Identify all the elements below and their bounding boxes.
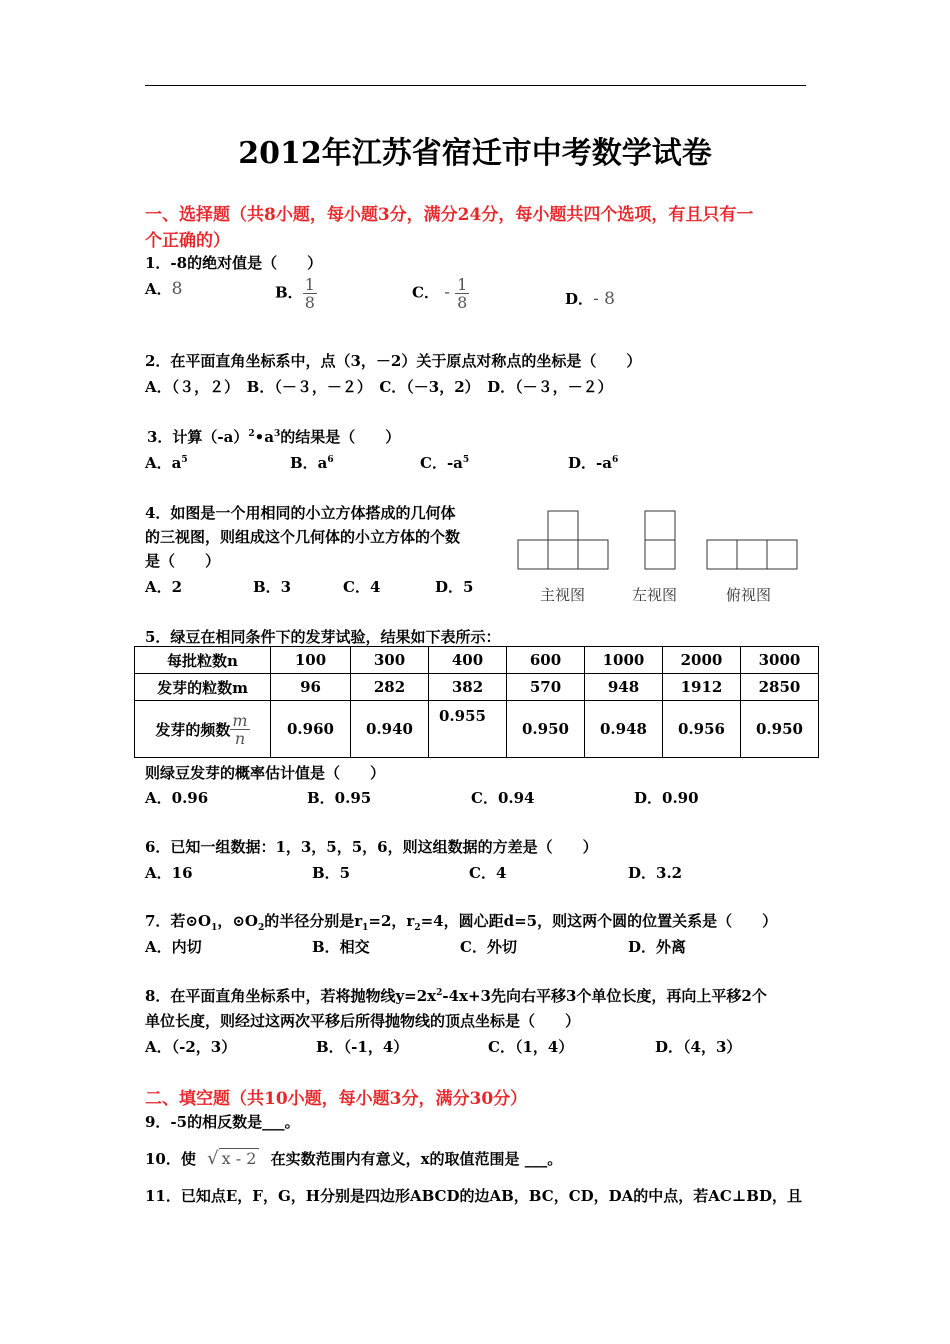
q1-d-label: D．	[565, 290, 594, 308]
q5-option-b: B．0.95	[307, 789, 372, 807]
q5-option-a: A．0.96	[145, 789, 209, 807]
row2-header: 发芽的粒数m	[135, 674, 271, 701]
table-cell: 2000	[663, 647, 741, 674]
q5-stem: 5．绿豆在相同条件下的发芽试验，结果如下表所示：	[145, 628, 501, 646]
q7-part-1: 7．若⊙O	[145, 912, 212, 930]
q8-option-d: D．（4，3）	[655, 1038, 742, 1056]
q1-option-a	[145, 278, 182, 299]
q2-stem: 2．在平面直角坐标系中，点（3，－2）关于原点对称点的坐标是（ ）	[145, 352, 642, 370]
q3-exp-1: 2	[248, 429, 255, 439]
table-cell: 282	[351, 674, 429, 701]
q7-sub-4: 2	[414, 923, 421, 933]
q8-part-1: 8．在平面直角坐标系中，若将抛物线y=2x	[145, 987, 437, 1005]
table-row	[135, 674, 819, 701]
q3-a-text: A．a	[145, 454, 182, 472]
q3-a-exp: 5	[181, 455, 188, 465]
q10-radical: √ x - 2	[207, 1148, 259, 1169]
q4-option-c: C．4	[343, 578, 381, 596]
q4-line-3: 是（ ）	[145, 552, 221, 570]
table-cell: 382	[429, 674, 507, 701]
table-cell: 100	[271, 647, 351, 674]
left-view-label: 左视图	[632, 586, 678, 604]
row3-frac-numerator: m	[232, 710, 248, 730]
q7-option-a: A．内切	[145, 938, 202, 956]
q3-stem-pre: 3．计算（-a）	[147, 428, 249, 446]
table-cell: 0.950	[741, 701, 819, 758]
q3-stem-mid: •a	[254, 428, 274, 446]
table-row	[135, 701, 819, 758]
q1-b-numerator: 1	[304, 275, 315, 294]
section-1-heading-line2: 个正确的）	[145, 231, 230, 251]
q3-d-text: D．-a	[568, 454, 612, 472]
q8-line-1	[145, 985, 767, 1006]
top-view-label: 俯视图	[726, 586, 772, 604]
q1-option-c	[412, 276, 469, 311]
q3-c-exp: 5	[462, 455, 470, 465]
q11-text: 11．已知点E，F，G，H分别是四边形ABCD的边AB，BC，CD，DA的中点，若AC⊥BD，且	[145, 1187, 802, 1205]
q1-c-fraction	[455, 276, 469, 311]
q1-c-denominator: 8	[457, 293, 468, 312]
q1-b-fraction	[303, 276, 317, 311]
section-2-heading: 二、填空题（共10小题，每小题3分，满分30分）	[145, 1089, 528, 1109]
q1-a-label: A．	[145, 280, 172, 298]
q6-option-a: A．16	[145, 864, 193, 882]
row1-header: 每批粒数n	[135, 647, 271, 674]
q7-sub-1: 1	[211, 923, 218, 933]
row3-fraction	[230, 712, 249, 747]
table-cell: 0.948	[585, 701, 663, 758]
q8-part-2: -4x+3先向右平移3个单位长度，再向上平移2个	[442, 987, 767, 1005]
q7-part-3: 的半径分别是r	[264, 912, 363, 930]
top-view-drawing	[707, 540, 797, 569]
q3-d-exp: 6	[611, 455, 619, 465]
table-cell: 948	[585, 674, 663, 701]
q3-stem-post: 的结果是（ ）	[280, 428, 401, 446]
q3-stem	[147, 426, 400, 447]
q7-sub-2: 2	[257, 923, 265, 933]
section-1-heading-line1: 一、选择题（共8小题，每小题3分，满分24分，每小题共四个选项，有且只有一	[145, 205, 754, 225]
q4-line-1: 4．如图是一个用相同的小立方体搭成的几何体	[145, 504, 456, 522]
q3-option-c	[420, 452, 469, 473]
q4-line-2: 的三视图，则组成这个几何体的小立方体的个数	[145, 528, 461, 546]
q7-part-5: =4，圆心距d=5，则这两个圆的位置关系是（ ）	[420, 912, 778, 930]
q1-b-denominator: 8	[304, 293, 315, 312]
q5-option-c: C．0.94	[471, 789, 535, 807]
table-cell: 2850	[741, 674, 819, 701]
q1-b-label: B．	[275, 283, 303, 302]
q3-option-b	[290, 452, 334, 473]
three-views-figure	[510, 505, 810, 580]
q1-option-d	[565, 288, 615, 309]
table-cell: 96	[271, 674, 351, 701]
table-cell: 0.940	[351, 701, 429, 758]
q3-exp-2: 3	[273, 429, 281, 439]
q1-d-value: - 8	[593, 289, 615, 309]
row3-frac-denominator: n	[230, 729, 249, 747]
q2-options: A．（３，２） B．（－３，－２） C．（－3，2） D．（－３，－２）	[145, 378, 613, 396]
q1-option-b	[275, 276, 317, 311]
page-title: 2012年江苏省宿迁市中考数学试卷	[238, 136, 712, 171]
q6-option-c: C．4	[469, 864, 507, 882]
header-rule	[145, 85, 806, 86]
table-cell: 3000	[741, 647, 819, 674]
q3-c-text: C．-a	[420, 454, 463, 472]
q8-option-b: B．（-1，4）	[316, 1038, 409, 1056]
q7-part-4: =2，r	[368, 912, 415, 930]
q1-a-value: 8	[171, 279, 183, 299]
table-row	[135, 647, 819, 674]
table-cell: 400	[429, 647, 507, 674]
table-cell: 570	[507, 674, 585, 701]
q7-option-b: B．相交	[312, 938, 370, 956]
q10-radicand: x - 2	[219, 1148, 260, 1168]
front-view-label: 主视图	[540, 586, 586, 604]
q1-c-sign: -	[444, 282, 450, 303]
table-cell: 1000	[585, 647, 663, 674]
q6-stem: 6．已知一组数据：1，3，5，5，6，则这组数据的方差是（ ）	[145, 838, 598, 856]
q7-stem	[145, 910, 777, 933]
q6-option-d: D．3.2	[628, 864, 683, 882]
q9-text: 9．-5的相反数是___。	[145, 1113, 300, 1131]
table-cell: 0.960	[271, 701, 351, 758]
row3-header-label: 发芽的频数	[155, 720, 231, 739]
q3-option-a	[145, 452, 188, 473]
q7-option-d: D．外离	[628, 938, 687, 956]
q10-text	[145, 1148, 562, 1169]
q5-question: 则绿豆发芽的概率估计值是（ ）	[145, 764, 386, 782]
q8-option-c: C．（1，4）	[488, 1038, 574, 1056]
q4-option-d: D．5	[435, 578, 474, 596]
q7-part-2: ，⊙O	[217, 912, 258, 930]
q10-post: 在实数范围内有意义，x的取值范围是 ___。	[270, 1150, 563, 1168]
q1-c-numerator: 1	[457, 275, 468, 294]
table-cell: 0.956	[663, 701, 741, 758]
q7-option-c: C．外切	[460, 938, 517, 956]
germination-table	[134, 646, 819, 758]
row3-header	[135, 701, 271, 758]
q5-option-d: D．0.90	[634, 789, 699, 807]
q3-b-text: B．a	[290, 454, 328, 472]
q7-sub-3: 1	[362, 923, 369, 933]
table-cell: 0.955	[429, 701, 507, 758]
q6-option-b: B．5	[312, 864, 351, 882]
left-view-drawing	[645, 511, 675, 569]
front-view-drawing	[518, 511, 608, 569]
table-cell: 1912	[663, 674, 741, 701]
q8-line-2: 单位长度，则经过这两次平移后所得抛物线的顶点坐标是（ ）	[145, 1012, 581, 1030]
q8-exp: 2	[436, 988, 443, 998]
q4-option-b: B．3	[253, 578, 292, 596]
table-cell: 300	[351, 647, 429, 674]
q3-b-exp: 6	[327, 455, 334, 465]
table-cell: 0.950	[507, 701, 585, 758]
q8-option-a: A．（-2，3）	[145, 1038, 237, 1056]
q10-pre: 10．使	[145, 1150, 196, 1168]
q3-option-d	[568, 452, 618, 473]
q4-option-a: A．2	[145, 578, 183, 596]
q1-stem: 1．-8的绝对值是（ ）	[145, 254, 323, 272]
q1-c-label: C．	[412, 283, 439, 302]
table-cell: 600	[507, 647, 585, 674]
